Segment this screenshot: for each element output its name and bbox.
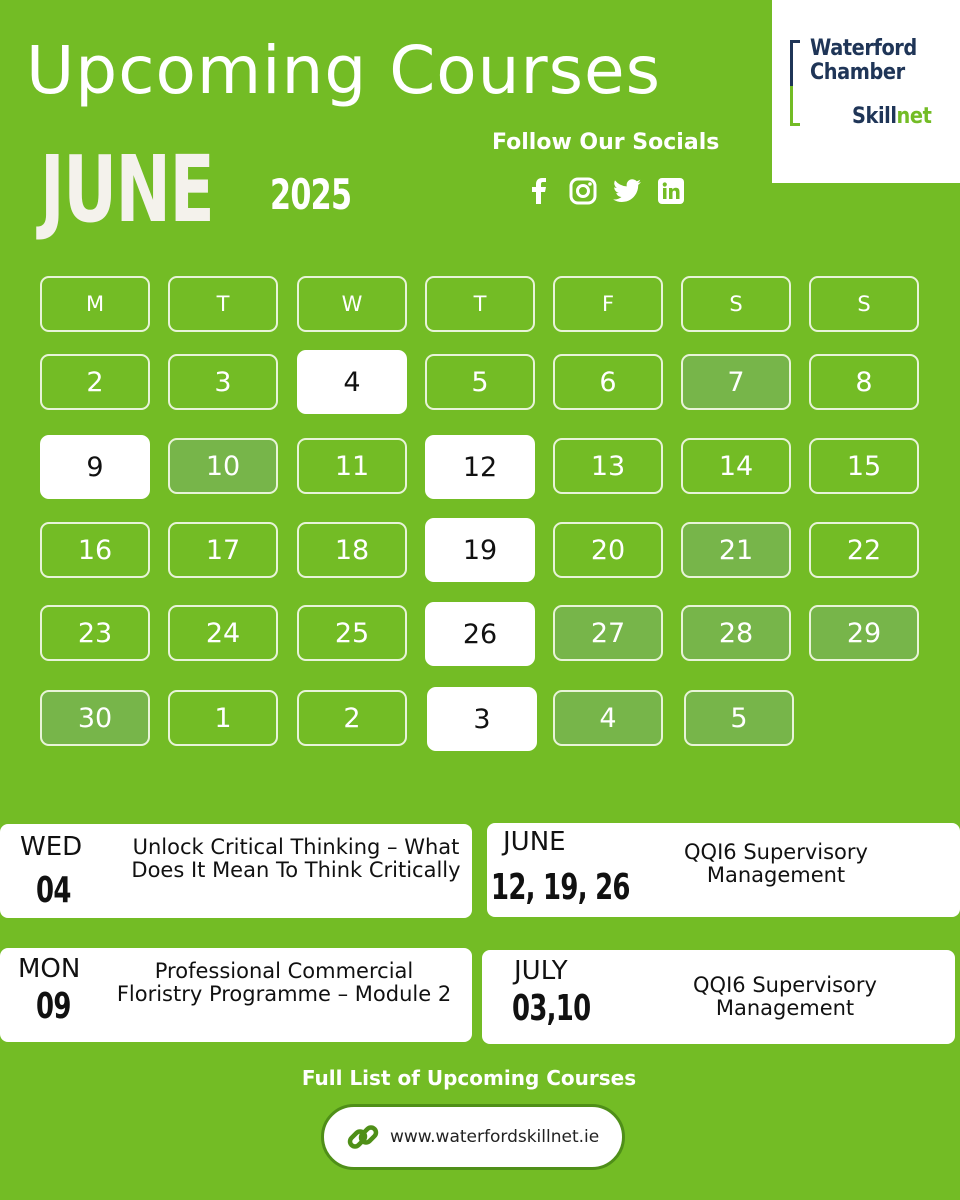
day-cell: 5	[684, 690, 794, 746]
day-cell: 6	[553, 354, 663, 410]
course-day-cell: 4	[297, 350, 407, 414]
logo-line-1: Waterford	[810, 36, 917, 61]
course-date: 03,10	[512, 988, 591, 1029]
logo-line-2: Chamber	[810, 60, 905, 85]
day-cell: 4	[553, 690, 663, 746]
weekday-friday: F	[553, 276, 663, 332]
weekday-thursday: T	[425, 276, 535, 332]
course-day-cell: 26	[425, 602, 535, 666]
day-cell: 17	[168, 522, 278, 578]
chain-link-icon	[346, 1120, 380, 1154]
website-link[interactable]	[321, 1104, 625, 1170]
course-card[interactable]	[482, 950, 955, 1044]
day-cell: 18	[297, 522, 407, 578]
month-heading: JUNE	[40, 136, 214, 243]
day-cell: 11	[297, 438, 407, 494]
day-cell: 23	[40, 605, 150, 661]
day-cell: 28	[681, 605, 791, 661]
course-day: WED	[20, 832, 83, 862]
course-day-cell: 19	[425, 518, 535, 582]
logo-skill: Skill	[852, 104, 897, 129]
day-cell: 24	[168, 605, 278, 661]
linkedin-icon[interactable]	[656, 176, 686, 206]
day-cell: 27	[553, 605, 663, 661]
course-date: 12, 19, 26	[491, 867, 630, 908]
website-url: www.waterfordskillnet.ie	[390, 1127, 600, 1147]
course-name: QQI6 Supervisory Management	[684, 840, 868, 887]
day-cell: 8	[809, 354, 919, 410]
weekday-monday: M	[40, 276, 150, 332]
instagram-icon[interactable]	[568, 176, 598, 206]
course-name: QQI6 Supervisory Management	[693, 973, 877, 1020]
follow-socials-label: Follow Our Socials	[492, 130, 720, 155]
day-cell: 16	[40, 522, 150, 578]
day-cell: 30	[40, 690, 150, 746]
day-cell: 21	[681, 522, 791, 578]
weekday-saturday: S	[681, 276, 791, 332]
course-card[interactable]	[0, 948, 472, 1042]
day-cell: 14	[681, 438, 791, 494]
day-cell: 1	[168, 690, 278, 746]
twitter-icon[interactable]	[612, 176, 642, 206]
course-day-cell: 9	[40, 435, 150, 499]
day-cell: 13	[553, 438, 663, 494]
weekday-sunday: S	[809, 276, 919, 332]
full-list-label: Full List of Upcoming Courses	[301, 1066, 637, 1090]
day-cell: 25	[297, 605, 407, 661]
year-heading: 2025	[270, 170, 352, 219]
day-cell: 22	[809, 522, 919, 578]
course-day-cell: 12	[425, 435, 535, 499]
day-cell: 5	[425, 354, 535, 410]
day-cell: 7	[681, 354, 791, 410]
course-day: JULY	[514, 956, 568, 986]
day-cell: 2	[297, 690, 407, 746]
weekday-wednesday: W	[297, 276, 407, 332]
logo-skillnet	[852, 104, 931, 129]
day-cell: 20	[553, 522, 663, 578]
day-cell: 15	[809, 438, 919, 494]
course-date: 09	[36, 986, 71, 1027]
course-card[interactable]	[487, 823, 960, 917]
logo-net: net	[896, 104, 932, 129]
weekday-tuesday: T	[168, 276, 278, 332]
course-day-cell: 3	[427, 687, 537, 751]
course-day: JUNE	[503, 827, 566, 857]
course-date: 04	[36, 870, 71, 911]
social-links	[524, 176, 686, 206]
day-cell: 29	[809, 605, 919, 661]
day-cell: 10	[168, 438, 278, 494]
page-title: Upcoming Courses	[26, 32, 662, 109]
day-cell: 3	[168, 354, 278, 410]
course-day: MON	[18, 954, 81, 984]
waterford-chamber-skillnet-logo	[772, 0, 960, 183]
course-card[interactable]	[0, 824, 472, 918]
day-cell: 2	[40, 354, 150, 410]
facebook-icon[interactable]	[524, 176, 554, 206]
course-name: Unlock Critical Thinking – What Does It Mean To Think Critically	[131, 835, 461, 882]
course-name: Professional Commercial Floristry Programme – Module 2	[116, 959, 452, 1006]
logo-bracket-bottom	[790, 86, 800, 126]
